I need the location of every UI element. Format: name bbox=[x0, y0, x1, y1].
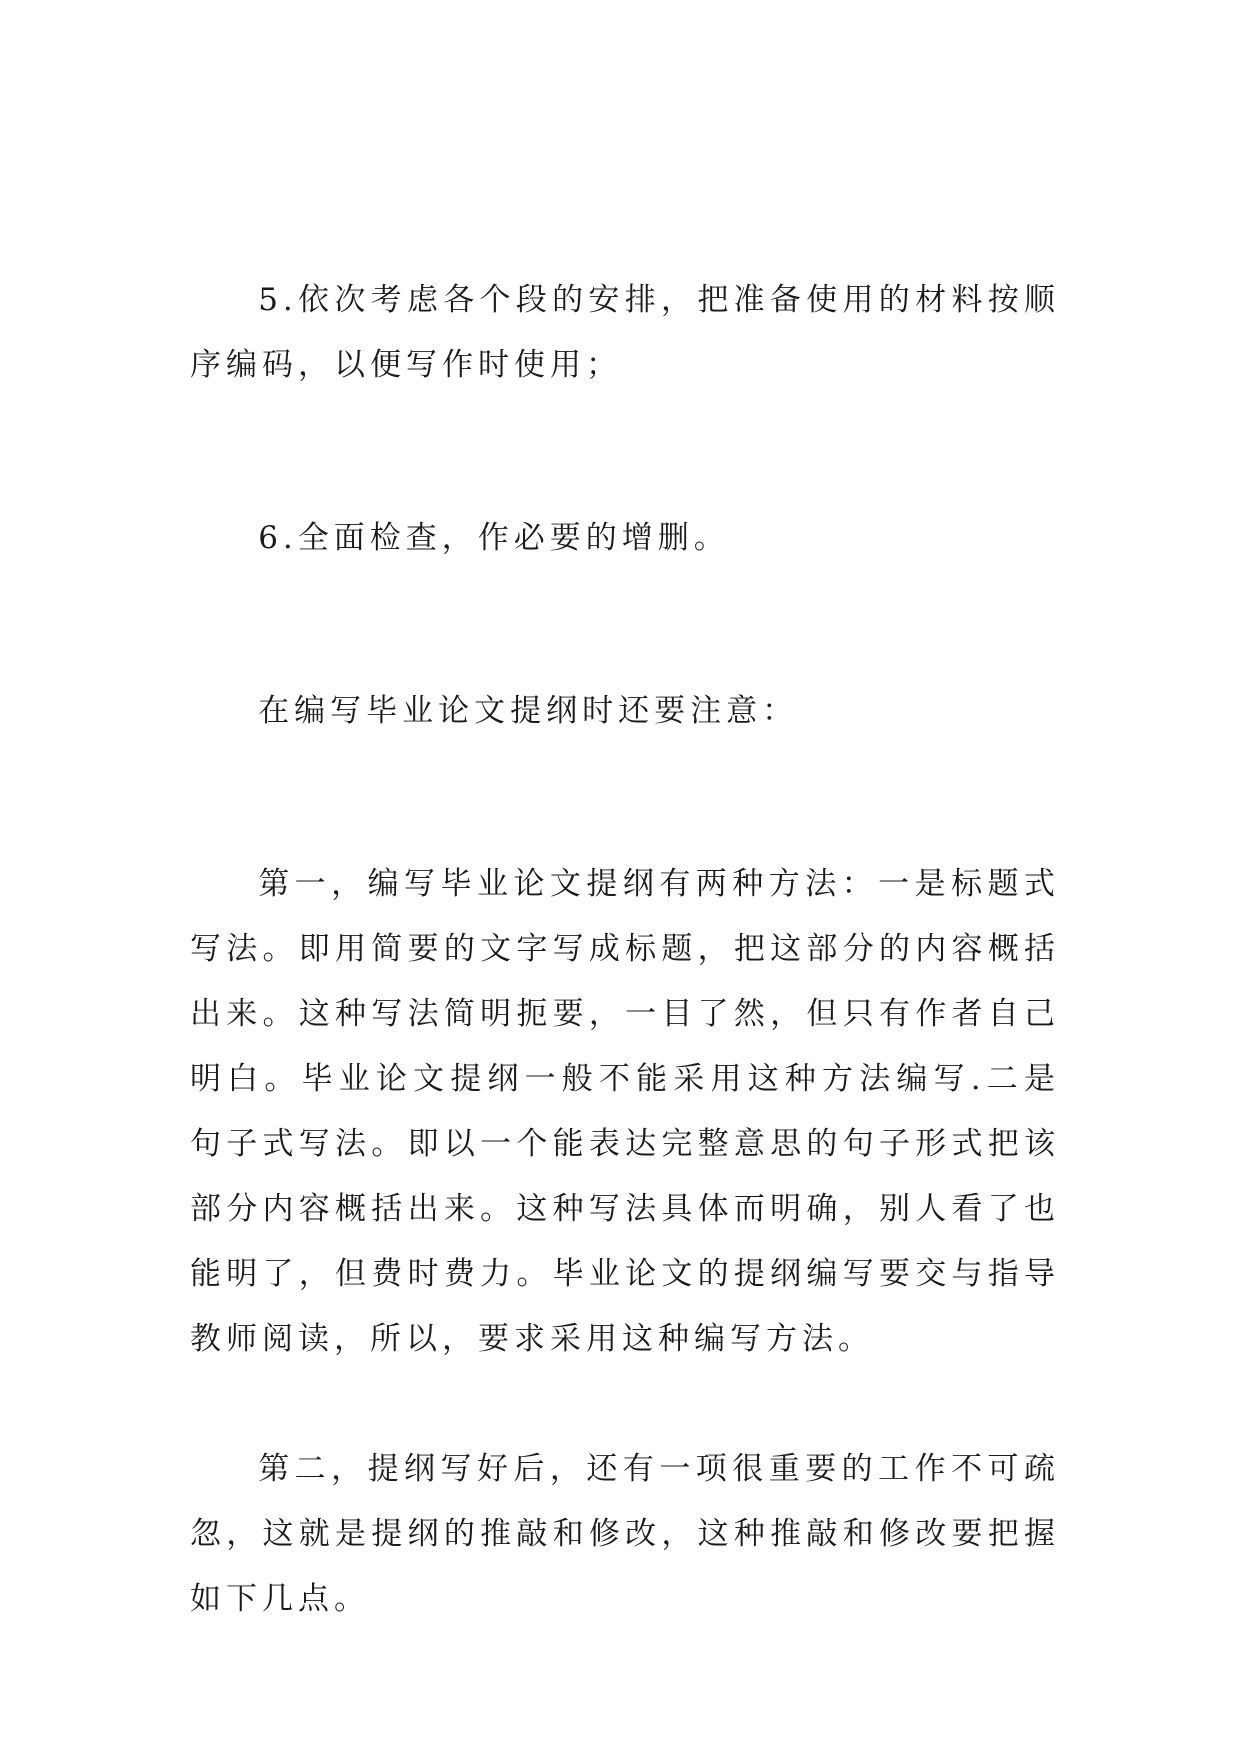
paragraph-step-6: 6.全面检查，作必要的增删。 bbox=[258, 520, 730, 556]
paragraph-second-point: 第二，提纲写好后，还有一项很重要的工作不可疏忽，这就是提纲的推敲和修改，这种推敲和修改要把握如下几点。 bbox=[190, 1451, 1060, 1617]
paragraph-notes-intro: 在编写毕业论文提纲时还要注意： bbox=[258, 693, 799, 729]
paragraph-first-point: 第一，编写毕业论文提纲有两种方法：一是标题式写法。即用简要的文字写成标题，把这部分的内容概括出来。这种写法简明扼要，一目了然，但只有作者自己明白。毕业论文提纲一般不能采用这种方法编写.二是句子式写法。即以一个能表达完整意思的句子形式把该部分内容概括出来。这种写法具体而明确，别人看了也能明了，但费时费力。毕业论文的提纲编写要交与指导教师阅读，所以，要求采用这种编写方法。 bbox=[190, 866, 1060, 1357]
paragraph-step-5: 5.依次考虑各个段的安排，把准备使用的材料按顺序编码，以便写作时使用； bbox=[190, 282, 1060, 383]
